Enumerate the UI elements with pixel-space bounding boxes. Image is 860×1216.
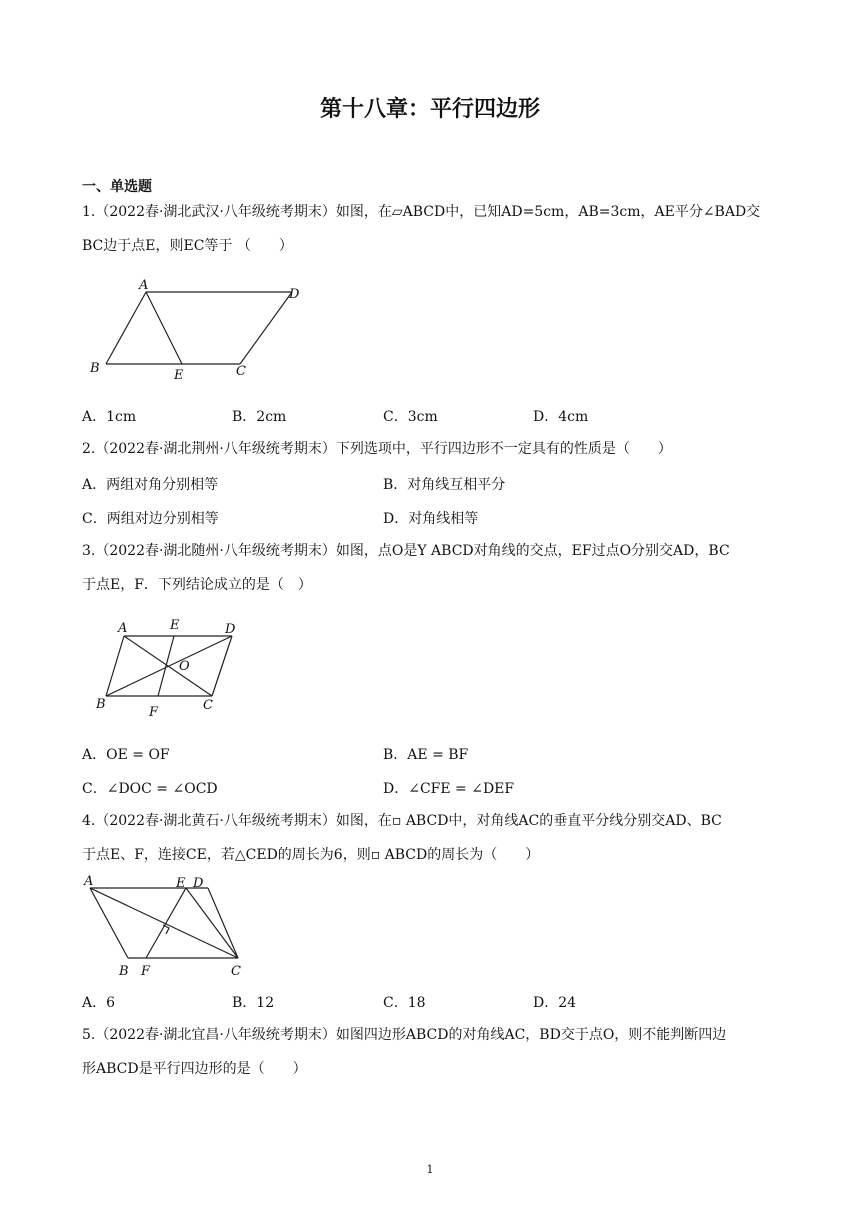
- question-2-option-b: B．对角线互相平分: [383, 477, 506, 493]
- label-d: D: [193, 876, 204, 891]
- label-a: A: [84, 874, 94, 889]
- question-5-line-1: 5.（2022春·湖北宜昌·八年级统考期末）如图四边形ABCD的对角线AC，BD交于点O，则不能判断四边: [82, 1027, 727, 1043]
- question-2-line-1: 2.（2022春·湖北荆州·八年级统考期末）下列选项中，平行四边形不一定具有的性质是（ ）: [82, 441, 672, 457]
- question-4-option-c: C．18: [383, 995, 426, 1011]
- question-5-line-2: 形ABCD是平行四边形的是（ ）: [82, 1061, 307, 1077]
- question-1-option-a: A．1cm: [82, 409, 137, 425]
- segment-ef: [158, 636, 174, 696]
- question-3-option-c: C．∠DOC = ∠OCD: [82, 781, 218, 797]
- label-c: C: [203, 698, 213, 713]
- question-3-line-1: 3.（2022春·湖北随州·八年级统考期末）如图，点O是Y ABCD对角线的交点，EF过点O分别交AD，BC: [82, 543, 730, 559]
- diagonal-bd: [106, 636, 232, 696]
- question-3-option-d: D．∠CFE = ∠DEF: [383, 781, 515, 797]
- question-4-figure: [82, 872, 272, 982]
- section-heading: 一、单选题: [82, 179, 152, 195]
- label-f: F: [141, 964, 151, 979]
- question-2-option-d: D．对角线相等: [383, 511, 479, 527]
- segment-ef: [146, 888, 186, 958]
- edge-ab: [106, 292, 146, 364]
- question-2-option-a: A．两组对角分别相等: [82, 477, 219, 493]
- label-d: D: [289, 287, 300, 302]
- page-title: 第十八章：平行四边形: [319, 97, 540, 122]
- label-c: C: [236, 364, 246, 379]
- question-4-option-d: D．24: [533, 995, 577, 1011]
- diagonal-ac: [90, 888, 238, 958]
- question-3-figure: [82, 612, 252, 722]
- edge-dc: [212, 636, 232, 696]
- label-d: D: [225, 622, 236, 637]
- label-o: O: [179, 659, 190, 674]
- edge-ab: [106, 636, 124, 696]
- label-b: B: [90, 361, 100, 376]
- question-3-line-2: 于点E，F．下列结论成立的是（ ）: [82, 577, 312, 593]
- question-3-option-a: A．OE = OF: [82, 747, 170, 763]
- edge-ab: [90, 888, 128, 958]
- question-4-line-2: 于点E、F，连接CE，若△CED的周长为6，则▫ ABCD的周长为（ ）: [82, 847, 540, 863]
- label-b: B: [119, 964, 129, 979]
- page-number: 1: [426, 1163, 434, 1176]
- label-a: A: [139, 278, 149, 293]
- edge-dc: [240, 292, 292, 364]
- question-3-option-b: B．AE = BF: [383, 747, 469, 763]
- question-1-line-1: 1.（2022春·湖北武汉·八年级统考期末）如图，在▱ABCD中，已知AD=5cm，AB=3cm，AE平分∠BAD交: [82, 204, 761, 220]
- segment-ae: [146, 292, 182, 364]
- label-b: B: [96, 697, 106, 712]
- label-a: A: [118, 621, 128, 636]
- question-1-option-c: C．3cm: [383, 409, 438, 425]
- question-2-option-c: C．两组对边分别相等: [82, 511, 219, 527]
- question-1-option-d: D．4cm: [533, 409, 589, 425]
- question-1-figure: [82, 272, 322, 384]
- question-1-line-2: BC边于点E，则EC等于 （ ）: [82, 238, 293, 254]
- question-4-option-a: A．6: [82, 995, 116, 1011]
- label-e: E: [174, 368, 184, 383]
- label-e: E: [176, 876, 186, 891]
- question-1-option-b: B．2cm: [232, 409, 287, 425]
- label-f: F: [149, 705, 159, 720]
- question-4-line-1: 4.（2022春·湖北黄石·八年级统考期末）如图，在▫ ABCD中，对角线AC的垂直平分线分别交AD、BC: [82, 813, 722, 829]
- label-c: C: [231, 964, 241, 979]
- label-e: E: [170, 618, 180, 633]
- question-4-option-b: B．12: [232, 995, 275, 1011]
